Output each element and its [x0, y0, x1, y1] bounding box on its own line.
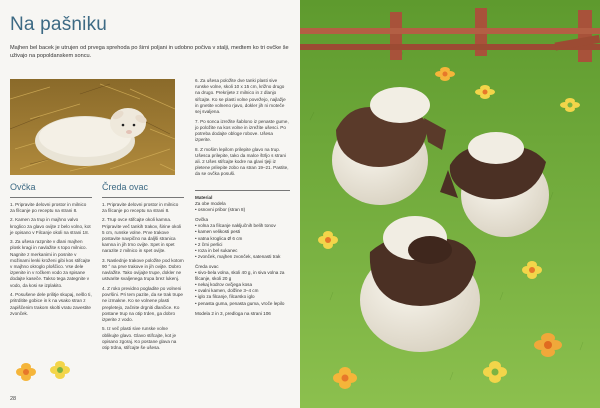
creda-step: 4. Z roko previdno pogladite po volneni površini. Pri tem pazite, da se trak trupe ne izmakne. Ko se volnene plasti prepletejo, začnite drgniti dlančice. Ko postane trup na otip trden, ga dobro izperite z vodo.	[102, 285, 183, 322]
materials-ovcka-heading: Ovčka	[195, 217, 209, 223]
column-creda	[102, 182, 184, 355]
sheep-meadow-scene	[300, 0, 600, 408]
right-page-photo	[300, 0, 600, 408]
materials-footer: Modela 2 in 3, predloga na strani 106	[195, 310, 271, 316]
materials-item: • vatna kroglica Ø 6 cm	[195, 236, 290, 242]
materials-item: • kamen velikosti pesti	[195, 229, 290, 235]
creda-step: 5. Iz več plasti sive runske volne oblikujte glavo. Glavo stifcajte, kot je opisano zgoraj. Ko postane glava na otip trdna, stifcajte še ušesa.	[102, 326, 177, 351]
intro-paragraph: Majhen bel bacek je utrujen od prvega sprehoda po širni poljani in udobno počiva v stalji, medtem ko tri ovčke še uživajo na popoldanskem soncu.	[10, 45, 289, 59]
materials-creda-heading: Čreda ovac	[195, 263, 219, 269]
creda-step: 2. Trup ovce stifcajte okoli kamna. Pripravite več tankih trakov, širine okoli 5 cm, runske volne. Prve trakove postavite navpično na daljši stranica kamna in jih trno ovijte. Spet in spet narazite z milnico in spet ovijte.	[102, 217, 182, 254]
materials-line: • osnovni pribor (stran 8)	[195, 207, 246, 213]
materials-item: • zvonček, majhen zvonček, satenasti trak	[195, 254, 290, 260]
materials-line: Za obe modela	[195, 201, 226, 207]
creda-step: 3. Naslednje trakove položite pod kotom 90 ° na prve trakove in jih ovijte. Dobro navlažite. Tako ovijajte trupe, dokler ne ustvarite svaljenega trupa brez lukenj.	[102, 257, 184, 282]
materials-item: • iglo za filcanje, filcarsko iglo	[195, 294, 290, 300]
ovcka-step: 3. Za ušesa razpnite v dlani majhen plosk kragi in navlažite s topo milnico. Nagnite z merkanimi in posnite v možinami lenki kroženi gibi kos stifcajte v majhno okroglo ploščico. Vse dele izpenite in v ročkem vodo za spisane dodajte kaseče. Takso tega zategnite v vodo, da kosi se izplakito.	[10, 239, 91, 288]
column-right	[195, 78, 290, 181]
materials-item: • 2 črni perlici	[195, 242, 290, 248]
creda-heading: Čreda ovac	[102, 182, 149, 192]
materials-item: • sivo-bela volna, skoli 40 g, in siva volna za filcanje, skoli 20 g	[195, 270, 290, 282]
materials-heading: Material	[195, 195, 213, 200]
creda-step: 1. Pripravite delovni prostor in milnico za filcanje po receptu na strani 8.	[102, 201, 179, 213]
divider	[10, 197, 92, 198]
felt-flowers-decoration	[12, 356, 82, 386]
materials-item: • volna za filcanje naključnih belih tonov	[195, 223, 290, 229]
right-step: 6. Za ušesa položite dve tanki plasti sive runske volne, skoli 10 x 15 cm, križno drugo na drugo. Prekrijete z milnico in z dlanjo sifcajte. Ko se plasti volne povežejo, najlažje in gnetite volneno rjavo, dokler jih ni moteče sej svaljena.	[195, 78, 286, 115]
materials-item: • roza in bel sukanec	[195, 248, 290, 254]
column-ovcka	[10, 182, 92, 320]
lamb-photo	[10, 79, 175, 175]
page-number: 28	[10, 396, 17, 402]
materials-box	[195, 190, 290, 317]
ovcka-step: 2. Kamen za trup in majhno valvo kroglico za glavo ovijte z belo volno, kot je opisano v Filcanje okoli na strani 18.	[10, 217, 91, 235]
ovcka-step: 1. Pripravite delovni prostor in milnico za filcanje po receptu na strani 8.	[10, 201, 87, 213]
page-title: Na pašniku	[10, 14, 108, 35]
divider	[102, 197, 184, 198]
ovcka-step: 4. Posušene dele prilitje skupaj, nešlo ti, pritrditite gobice in k na vsako stran z zapiščenim trakom skolti vratu zavestite zvonček.	[10, 292, 92, 316]
materials-item: • ovalni kamen, dolžine 3–4 cm	[195, 288, 290, 294]
right-step: 7. Po sonca izrežite šablono iz penaste gume, jo položite na kos volne in izrežite ušesci. Po potreba dodajte obloge robove. Ušesa izperite.	[195, 118, 289, 143]
right-step: 8. Z mošim lepilom prilepite glavo na trup. Ušesca prilepite, tako da malce štrljo s strani ali. 2 Ušes stifcajte kodre na glavi tjeji iz pletene prilepite zobo na stran 19–21. Pastite, da se ovčka posuši.	[195, 146, 289, 177]
materials-item: • nekaj kodrov ovčjega kosa	[195, 282, 290, 288]
ovcka-heading: Ovčka	[10, 182, 36, 192]
materials-item: • penasta guma, penasta guma, vroče lepilo	[195, 301, 290, 307]
